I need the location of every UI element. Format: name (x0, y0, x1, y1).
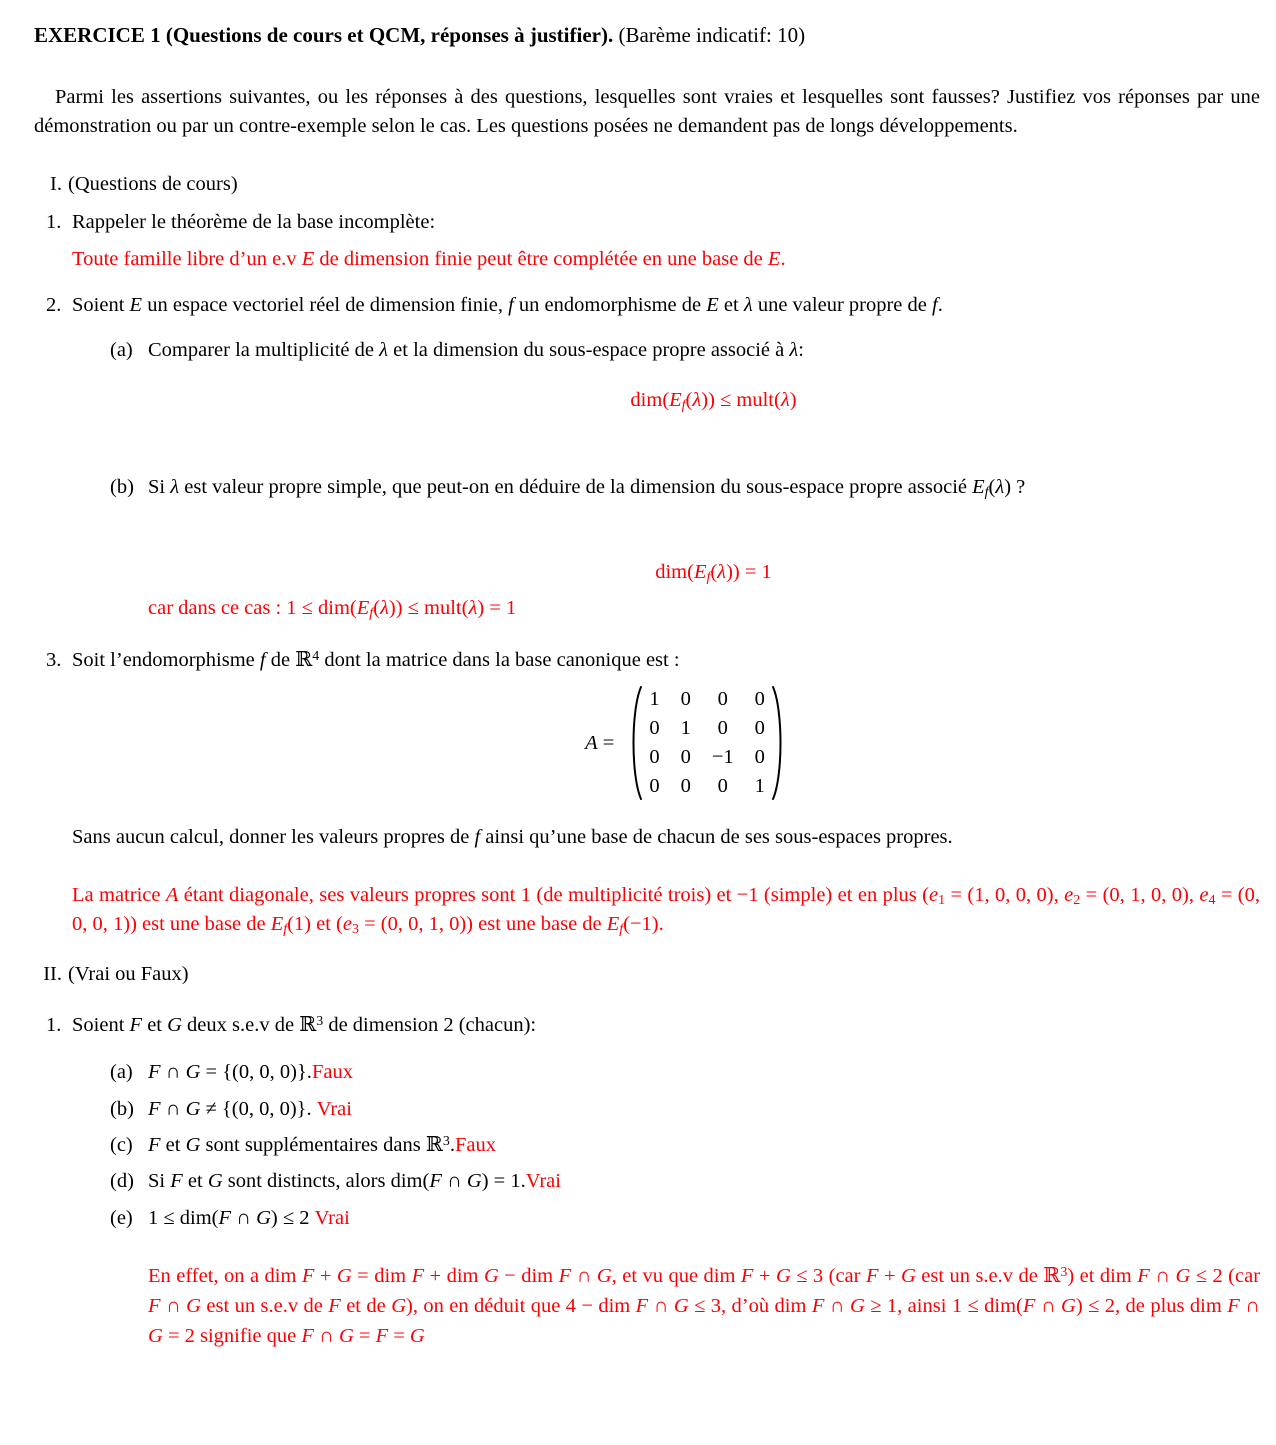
vf-question-1 (34, 1011, 1260, 1351)
vf-question-1-text: Soient F et G deux s.e.v de ℝ$^3$ de dimension 2 (chacun): (72, 1013, 537, 1036)
vf-item-d-verdict: Vrai (525, 1170, 561, 1192)
vf-item-e-label: (e) (110, 1207, 133, 1229)
question-1-text: Rappeler le théorème de la base incomplète: (72, 211, 436, 233)
question-2-text: Soient E un espace vectoriel réel de dimension finie, f un endomorphisme de E et λ une valeur propre de f. (72, 294, 943, 316)
vf-item-a (72, 1058, 1260, 1087)
section-1-heading (34, 170, 1260, 199)
exercise-title-bold: EXERCICE 1 (Questions de cours et QCM, réponses à justifier). (34, 23, 614, 47)
matrix-lhs: A = (585, 731, 615, 754)
answer-2a-formula: $dim(E_f(\lambda))$ ≤ mult(λ) (630, 389, 797, 414)
matrix-cell: 0 (754, 746, 765, 768)
question-3 (34, 646, 1260, 939)
answer-2b-note: car dans ce cas : $1 \le dim(E_f(\lambda))$ ≤ mult(λ) = 1 (148, 597, 517, 622)
question-3-followup: Sans aucun calcul, donner les valeurs propres de f ainsi qu’une base de chacun de ses sous-espaces propres. (72, 826, 953, 848)
matrix-cell: 0 (649, 717, 660, 739)
matrix-cell: 0 (680, 775, 691, 797)
section-1-title: (Questions de cours) (68, 173, 238, 195)
matrix-cell: 0 (680, 746, 691, 768)
matrix-left-paren-icon (626, 684, 644, 802)
vf-item-c-verdict: Faux (454, 1134, 496, 1156)
vf-item-a-verdict: Faux (311, 1061, 353, 1083)
section-2-numeral: II. (43, 963, 62, 985)
vf-item-e-statement: 1 ≤ dim(F ∩ G) ≤ 2 (148, 1207, 310, 1229)
vf-item-a-statement: F ∩ G = {(0, 0, 0)}. (148, 1061, 312, 1083)
matrix-cell: 0 (717, 775, 728, 797)
answer-1: Toute famille libre d’un e.v E de dimension finie peut être complétée en une base de E. (72, 248, 786, 270)
matrix-cell: 0 (649, 746, 660, 768)
vf-item-b-statement: F ∩ G ≠ {(0, 0, 0)}. (148, 1098, 312, 1120)
matrix-equation (72, 684, 1260, 802)
vf-item-d-statement: Si F et G sont distincts, alors dim(F ∩ G) = 1. (148, 1170, 526, 1192)
answer-2b-formula: $dim(E_f(\lambda)) = 1$ (655, 561, 772, 586)
vf-item-c-statement: F et G sont supplémentaires dans ℝ$^3$. (148, 1133, 455, 1156)
vf-item-c-label: (c) (110, 1134, 133, 1156)
matrix-cell: 1 (680, 717, 691, 739)
intro-paragraph: Parmi les assertions suivantes, ou les réponses à des questions, lesquelles sont vraies et lesquelles sont fausses? Justifiez vos réponses par une démonstration ou par un contre-exemple selon le cas. Les questions posées ne demandent pas de longs développements. (34, 86, 1260, 137)
question-2b-text: Si λ est valeur propre simple, que peut-on en déduire de la dimension du sous-espace propre associé $E_f(\lambda)$ ? (148, 476, 1026, 501)
section-2-heading (34, 960, 1260, 989)
question-2 (34, 291, 1260, 623)
exercise-title (34, 20, 1260, 50)
question-3-number: 3. (46, 649, 62, 671)
matrix-cell: 1 (649, 688, 660, 710)
vf-item-b (72, 1095, 1260, 1124)
question-3-text: Soit l’endomorphisme f de ℝ$^4$ dont la matrice dans la base canonique est : (72, 648, 680, 671)
vf-item-b-line (148, 1095, 1260, 1124)
vf-item-a-line (148, 1058, 1260, 1087)
section-2-title: (Vrai ou Faux) (68, 963, 189, 985)
matrix-grid (647, 685, 767, 801)
matrix-cell: −1 (711, 746, 734, 768)
answer-3: La matrice A étant diagonale, ses valeurs propres sont 1 (de multiplicité trois) et −1 (simple) et en plus ($e_1 = (1$, 0, 0, 0), $e_2 = (0$, 1, 0, 0), $e_4 = (0$, 0, 0, 1)) est une base de $E_f(1)$ et ($e_3 = (0$, 0, 1, 0)) est une base de $E_f(-1)$. (72, 884, 1260, 938)
matrix-cell: 0 (754, 688, 765, 710)
matrix-cell: 1 (754, 775, 765, 797)
question-2b-label: (b) (110, 476, 134, 498)
question-2a-label: (a) (110, 339, 133, 361)
vf-question-1-number: 1. (46, 1014, 62, 1036)
vf-item-c-line (148, 1131, 1260, 1160)
matrix-cell: 0 (717, 688, 728, 710)
vf-item-b-label: (b) (110, 1098, 134, 1120)
question-2a-text: Comparer la multiplicité de λ et la dimension du sous-espace propre associé à λ: (148, 339, 804, 361)
vf-item-a-label: (a) (110, 1061, 133, 1083)
vf-item-d (72, 1167, 1260, 1196)
question-2a (72, 336, 1260, 365)
vf-item-d-line (148, 1167, 1260, 1196)
section-1-numeral: I. (50, 173, 62, 195)
vf-item-e (72, 1204, 1260, 1233)
vf-item-d-label: (d) (110, 1170, 134, 1192)
vf-item-b-verdict: Vrai (311, 1098, 352, 1120)
matrix-cell: 0 (680, 688, 691, 710)
question-1-number: 1. (46, 211, 62, 233)
question-1 (34, 208, 1260, 274)
question-2-number: 2. (46, 294, 62, 316)
matrix-cell: 0 (717, 717, 728, 739)
vf-item-c (72, 1131, 1260, 1160)
exercise-title-meta: (Barème indicatif: 10) (618, 23, 806, 47)
matrix-cell: 0 (649, 775, 660, 797)
vf-explanation: En effet, on a dim F + G = dim F + dim G − dim F ∩ G, et vu que dim F + G ≤ 3 (car F + G est un s.e.v de ℝ$^3$) et dim F ∩ G ≤ 2 (car F ∩ G est un s.e.v de F et de G), on en déduit que 4 − dim F ∩ G ≤ 3, d’où dim F ∩ G ≥ 1, ainsi 1 ≤ dim(F ∩ G) ≤ 2, de plus dim F ∩ G = 2 signifie que F ∩ G = F = G (148, 1264, 1261, 1347)
vf-item-e-line (148, 1204, 1260, 1233)
vf-item-e-verdict: Vrai (309, 1207, 350, 1229)
matrix-cell: 0 (754, 717, 765, 739)
matrix-right-paren-icon (770, 684, 788, 802)
question-2b (72, 473, 1260, 502)
